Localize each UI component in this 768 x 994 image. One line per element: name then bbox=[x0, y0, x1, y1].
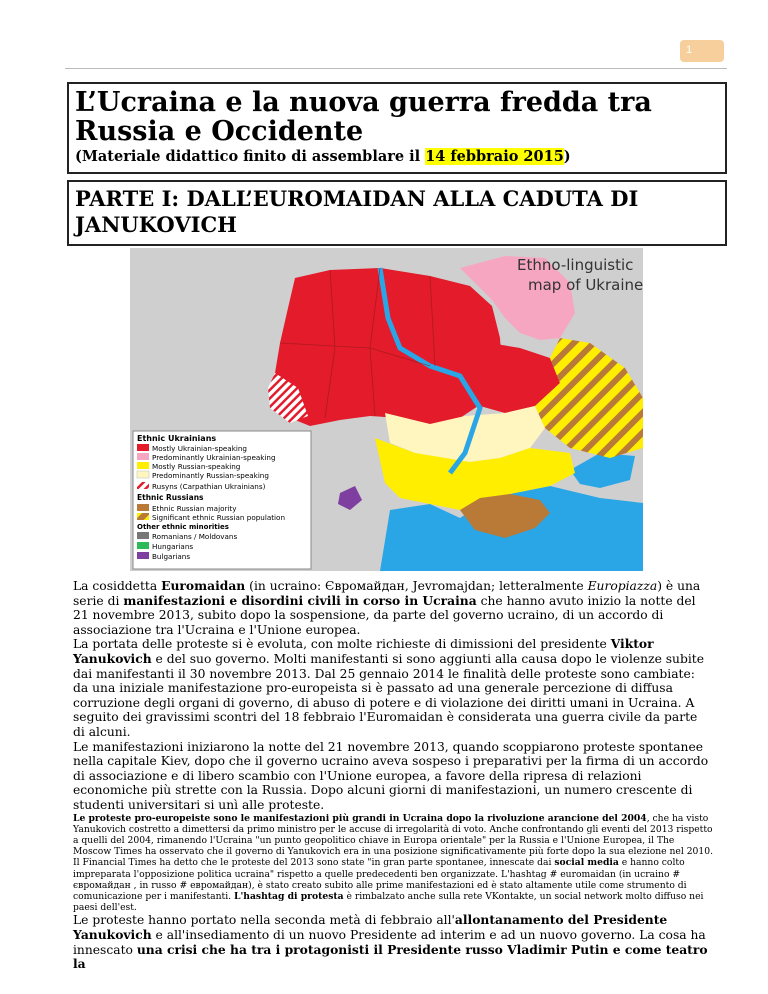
legend-label: Romanians / Moldovans bbox=[152, 532, 238, 541]
map-title-line1: Ethno-linguistic bbox=[517, 256, 634, 274]
legend-label: Predominantly Ukrainian-speaking bbox=[152, 453, 276, 462]
legend-swatch-romanians bbox=[137, 532, 149, 539]
paragraph-3: Le manifestazioni iniziarono la notte del 21 novembre 2013, quando scoppiarono proteste spontanee nella capitale Kiev, dopo che il governo ucraino aveva sospeso i preparativi per la firma di un accordo di associazione e di libero scambio con l'Unione europea, a favore della ripresa di relazioni economiche più strette con la Russia. Dopo alcuni giorni di manifestazioni, un numero crescente di studenti universitari si unì alle proteste. bbox=[73, 739, 709, 812]
legend-label: Ethnic Russian majority bbox=[152, 504, 237, 513]
legend-swatch-predominantly-ukrainian bbox=[137, 453, 149, 460]
highlighted-date: 14 febbraio 2015 bbox=[425, 148, 564, 165]
legend-swatch-mostly-ukrainian bbox=[137, 444, 149, 451]
title-box bbox=[67, 82, 727, 174]
legend-label: Mostly Ukrainian-speaking bbox=[152, 444, 247, 453]
legend-heading-ukrainians: Ethnic Ukrainians bbox=[137, 434, 217, 443]
legend-swatch-mostly-russian bbox=[137, 462, 149, 469]
ethno-linguistic-map bbox=[130, 248, 643, 571]
legend-label: Significant ethnic Russian population bbox=[152, 513, 286, 522]
document-subtitle: (Materiale didattico finito di assemblare il 14 febbraio 2015) bbox=[75, 148, 571, 165]
region-mostly-ukrainian-west bbox=[275, 268, 502, 426]
legend-label: Rusyns (Carpathian Ukrainians) bbox=[152, 482, 266, 491]
legend-swatch-significant-russian bbox=[137, 513, 149, 520]
paragraph-4: Le proteste pro-europeiste sono le manifestazioni più grandi in Ucraina dopo la rivoluzione arancione del 2004, che ha visto Yanukovich costretto a dimettersi da primo ministro per le accuse di irregolarità di voto. Anche confrontando gli eventi del 2013 rispetto a quelli del 2004, rimanendo l'Ucraina "un punto geopolitico chiave in Europa orientale" per la Russia e l'Unione Europea, il The Moscow Times ha osservato che il governo di Yanukovich era in una posizione significativamente più forte dopo la sua elezione nel 2010. Il Financial Times ha detto che le proteste del 2013 sono state "in gran parte spontanee, innescate dai social media e hanno colto impreparata l'opposizione politica ucraina" rispetto a quelle predecedenti ben organizzate. L'hashtag # euromaidan (in ucraino # євромайдан , in russo # евромайдан), è stato creato subito alle prime manifestazioni ed è stato altamente utile come strumento di comunicazione per i manifestanti. L'hashtag di protesta è rimbalzato anche sulla rete VKontakte, un social network molto diffuso nei paesi dell'est. bbox=[73, 812, 714, 914]
legend-heading-other: Other ethnic minorities bbox=[137, 523, 229, 531]
legend-swatch-hungarians bbox=[137, 542, 149, 549]
legend-swatch-predominantly-russian bbox=[137, 471, 149, 478]
legend-heading-russians: Ethnic Russians bbox=[137, 493, 204, 502]
document-title: L’Ucraina e la nuova guerra fredda tra Russia e Occidente bbox=[75, 87, 652, 147]
paragraph-2: La portata delle proteste si è evoluta, con molte richieste di dimissioni del presidente Viktor Yanukovich e del suo governo. Molti manifestanti si sono aggiunti alla causa dopo le violenze subite dai manifestanti il 30 novembre 2013. Dal 25 gennaio 2014 le finalità delle proteste sono cambiate: da una iniziale manifestazione pro-europeista si è passato ad una generale percezione di diffusa corruzione degli organi di governo, di abuso di potere e di violazione dei diritti umani in Ucraina. A seguito dei gravissimi scontri del 18 febbraio l'Euromaidan è considerata una guerra civile da parte di alcuni. bbox=[73, 636, 705, 739]
legend-swatch-bulgarians bbox=[137, 552, 149, 559]
paragraph-1: La cosiddetta Euromaidan (in ucraino: Євромайдан, Jevromajdan; letteralmente Europiazza) è una serie di manifestazioni e disordini civili in corso in Ucraina che hanno avuto inizio la notte del 21 novembre 2013, subito dopo la sospensione, da parte del governo ucraino, di un accordo di associazione tra l'Ucraina e l'Unione europea. bbox=[73, 578, 701, 637]
page-number-badge: 1 bbox=[680, 40, 724, 62]
legend-label: Predominantly Russian-speaking bbox=[152, 471, 269, 480]
map-title-line2: map of Ukraine bbox=[528, 276, 643, 294]
paragraph-5: Le proteste hanno portato nella seconda metà di febbraio all'allontanamento del Presidente Yanukovich e all'insediamento di un nuovo Presidente ad interim e ad un nuovo governo. La cosa ha innescato una crisi che ha tra i protagonisti il Presidente russo Vladimir Putin e come teatro la bbox=[73, 912, 708, 972]
legend-label: Mostly Russian-speaking bbox=[152, 462, 241, 471]
part-heading-box bbox=[67, 180, 727, 246]
legend-swatch-rusyns bbox=[137, 482, 149, 489]
header-rule bbox=[65, 68, 727, 69]
legend-swatch-russian-majority bbox=[137, 504, 149, 511]
part-title: PARTE I: DALL’EUROMAIDAN ALLA CADUTA DI JANUKOVICH bbox=[75, 186, 639, 237]
body-text bbox=[73, 579, 713, 972]
legend-label: Bulgarians bbox=[152, 552, 191, 561]
map-legend bbox=[133, 431, 311, 569]
map-graphic bbox=[130, 248, 643, 571]
legend-label: Hungarians bbox=[152, 542, 194, 551]
